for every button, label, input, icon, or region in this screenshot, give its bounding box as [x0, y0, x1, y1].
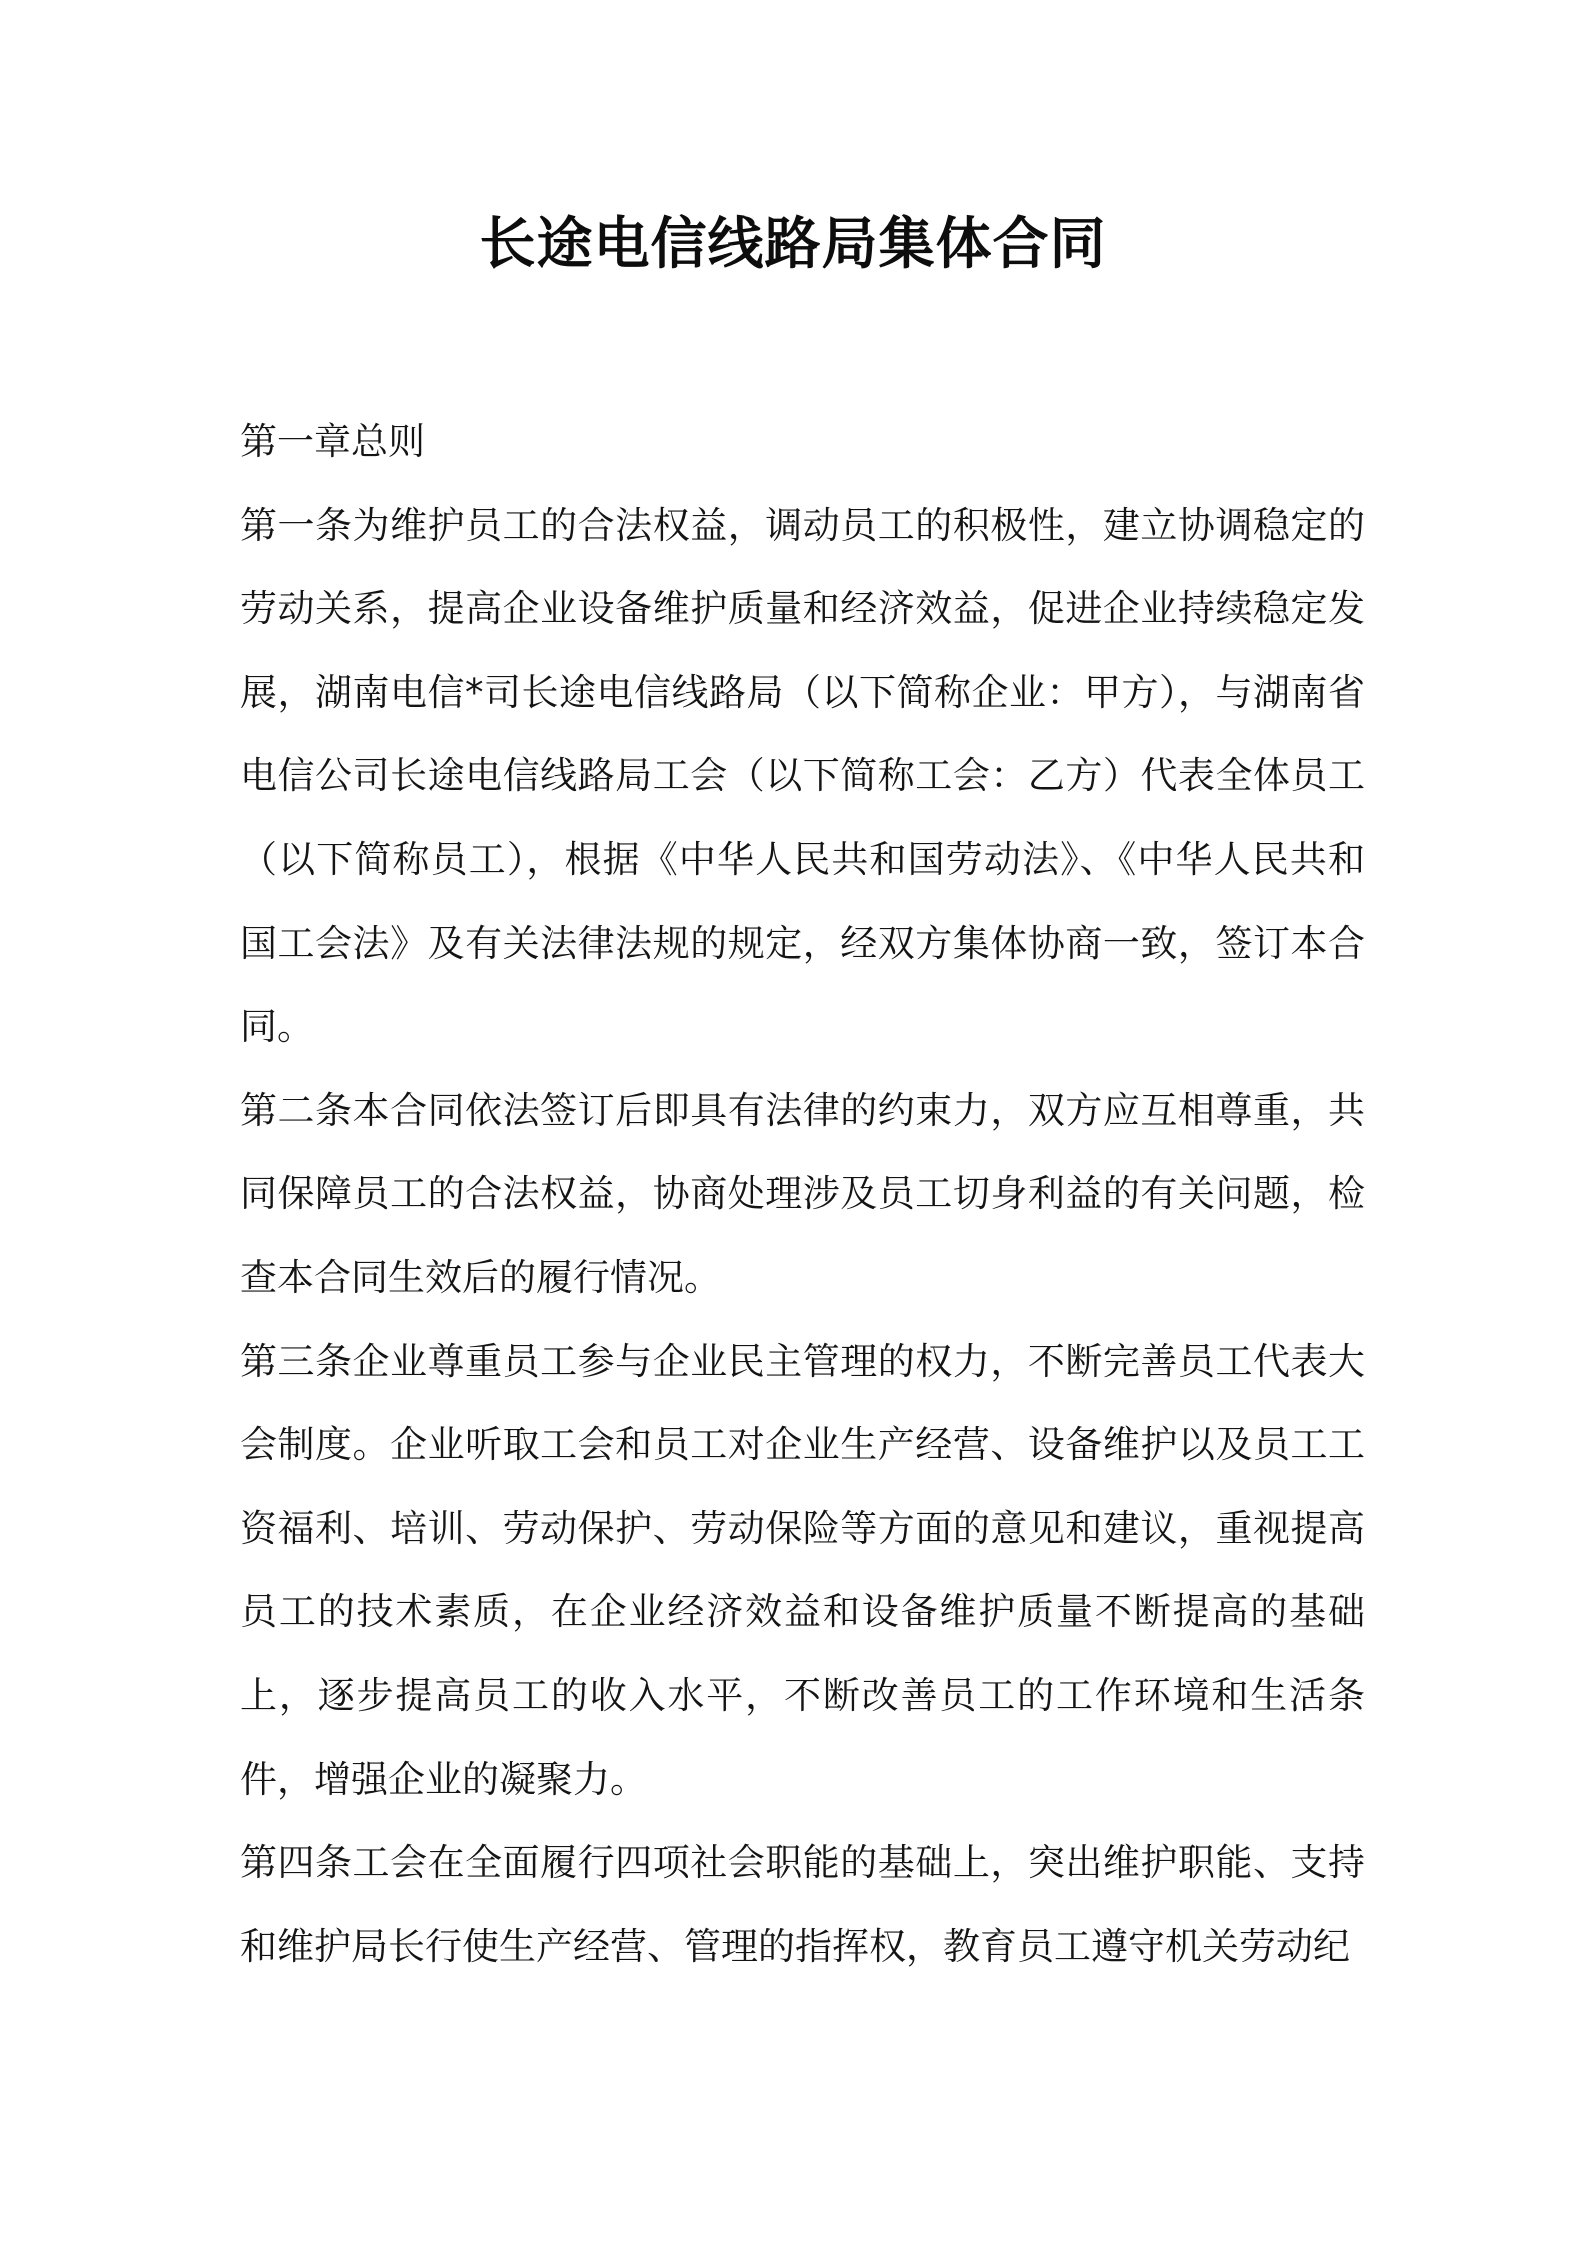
article-1-paragraph: 第一条为维护员工的合法权益，调动员工的积极性，建立协调稳定的劳动关系，提高企业设备维护质量和经济效益，促进企业持续稳定发展，湖南电信*司长途电信线路局（以下简称企业：甲方），与湖南省电信公司长途电信线路局工会（以下简称工会：乙方）代表全体员工（以下简称员工），根据《中华人民共和国劳动法》、《中华人民共和国工会法》及有关法律法规的规定，经双方集体协商一致，签订本合同。	[240, 503, 1365, 1049]
document-body	[240, 400, 1365, 1988]
document-title: 长途电信线路局集体合同	[479, 212, 1107, 277]
article-2-paragraph: 第二条本合同依法签订后即具有法律的约束力，双方应互相尊重，共同保障员工的合法权益，协商处理涉及员工切身利益的有关问题，检查本合同生效后的履行情况。	[240, 1088, 1365, 1299]
article-4-paragraph: 第四条工会在全面履行四项社会职能的基础上，突出维护职能、支持和维护局长行使生产经营、管理的指挥权，教育员工遵守机关劳动纪	[240, 1841, 1365, 1968]
chapter-heading: 第一章总则	[240, 420, 425, 463]
article-3-paragraph: 第三条企业尊重员工参与企业民主管理的权力，不断完善员工代表大会制度。企业听取工会和员工对企业生产经营、设备维护以及员工工资福利、培训、劳动保护、劳动保险等方面的意见和建议，重视提高员工的技术素质，在企业经济效益和设备维护质量不断提高的基础上，逐步提高员工的收入水平，不断改善员工的工作环境和生活条件，增强企业的凝聚力。	[240, 1339, 1365, 1801]
